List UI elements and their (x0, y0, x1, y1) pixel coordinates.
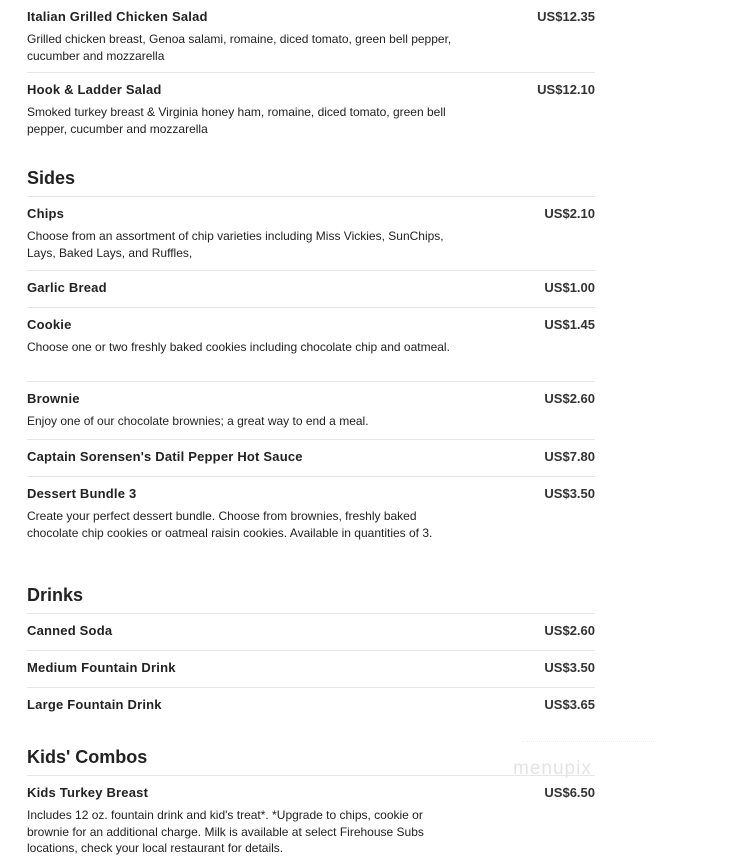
item-description: Create your perfect dessert bundle. Choose from brownies, freshly baked chocolate chip cookies or oatmeal raisin cookies. Available in quantities of 3. (27, 509, 433, 540)
menu-item-brownie (27, 382, 595, 440)
item-description: Includes 12 oz. fountain drink and kid's treat*. *Upgrade to chips, cookie or brownie for an additional charge. Milk is available at select Firehouse Subs locations, check your local restaurant for details. (27, 808, 424, 855)
item-name: Canned Soda (27, 623, 113, 638)
item-price: US$7.80 (544, 449, 595, 464)
section-title-drinks: Drinks (27, 585, 595, 614)
item-description: Choose one or two freshly baked cookies including chocolate chip and oatmeal. (27, 340, 450, 354)
item-name: Kids Turkey Breast (27, 785, 149, 800)
item-description: Smoked turkey breast & Virginia honey ham, romaine, diced tomato, green bell pepper, cucumber and mozzarella (27, 105, 446, 136)
item-name: Chips (27, 206, 65, 221)
section-title-kids-combos: Kids' Combos (27, 747, 595, 776)
item-name: Brownie (27, 391, 80, 406)
item-name: Dessert Bundle 3 (27, 486, 137, 501)
menu-item-italian-grilled-chicken-salad (27, 0, 595, 73)
item-price: US$1.00 (544, 280, 595, 295)
menu-item-cookie (27, 308, 595, 382)
item-price: US$6.50 (544, 785, 595, 800)
watermark-logo: menupix (513, 758, 592, 779)
item-price: US$3.65 (544, 697, 595, 712)
item-name: Italian Grilled Chicken Salad (27, 9, 208, 24)
menu-item-medium-fountain-drink (27, 651, 595, 688)
item-name: Garlic Bread (27, 280, 107, 295)
item-price: US$2.60 (544, 623, 595, 638)
section-title-sides: Sides (27, 168, 595, 197)
item-price: US$12.10 (537, 82, 595, 97)
item-name: Large Fountain Drink (27, 697, 162, 712)
menu-list (27, 0, 595, 865)
watermark-rule (522, 741, 656, 743)
item-name: Cookie (27, 317, 72, 332)
menu-item-chips (27, 197, 595, 271)
item-description: Enjoy one of our chocolate brownies; a great way to end a meal. (27, 414, 369, 428)
menu-item-garlic-bread (27, 271, 595, 308)
item-price: US$3.50 (544, 660, 595, 675)
menu-item-hook-ladder-salad (27, 73, 595, 168)
item-name: Medium Fountain Drink (27, 660, 176, 675)
item-price: US$1.45 (544, 317, 595, 332)
item-description: Grilled chicken breast, Genoa salami, romaine, diced tomato, green bell pepper, cucumber and mozzarella (27, 32, 452, 63)
item-description: Choose from an assortment of chip varieties including Miss Vickies, SunChips, Lays, Baked Lays, and Ruffles, (27, 229, 444, 260)
menu-item-kids-turkey-breast (27, 776, 595, 865)
item-price: US$2.60 (544, 391, 595, 406)
item-name: Hook & Ladder Salad (27, 82, 162, 97)
item-price: US$2.10 (544, 206, 595, 221)
menu-item-datil-pepper-hot-sauce (27, 440, 595, 477)
item-price: US$12.35 (537, 9, 595, 24)
menu-item-dessert-bundle-3 (27, 477, 595, 585)
menu-item-canned-soda (27, 614, 595, 651)
item-name: Captain Sorensen's Datil Pepper Hot Sauce (27, 449, 303, 464)
menu-item-large-fountain-drink (27, 688, 595, 747)
item-price: US$3.50 (544, 486, 595, 501)
